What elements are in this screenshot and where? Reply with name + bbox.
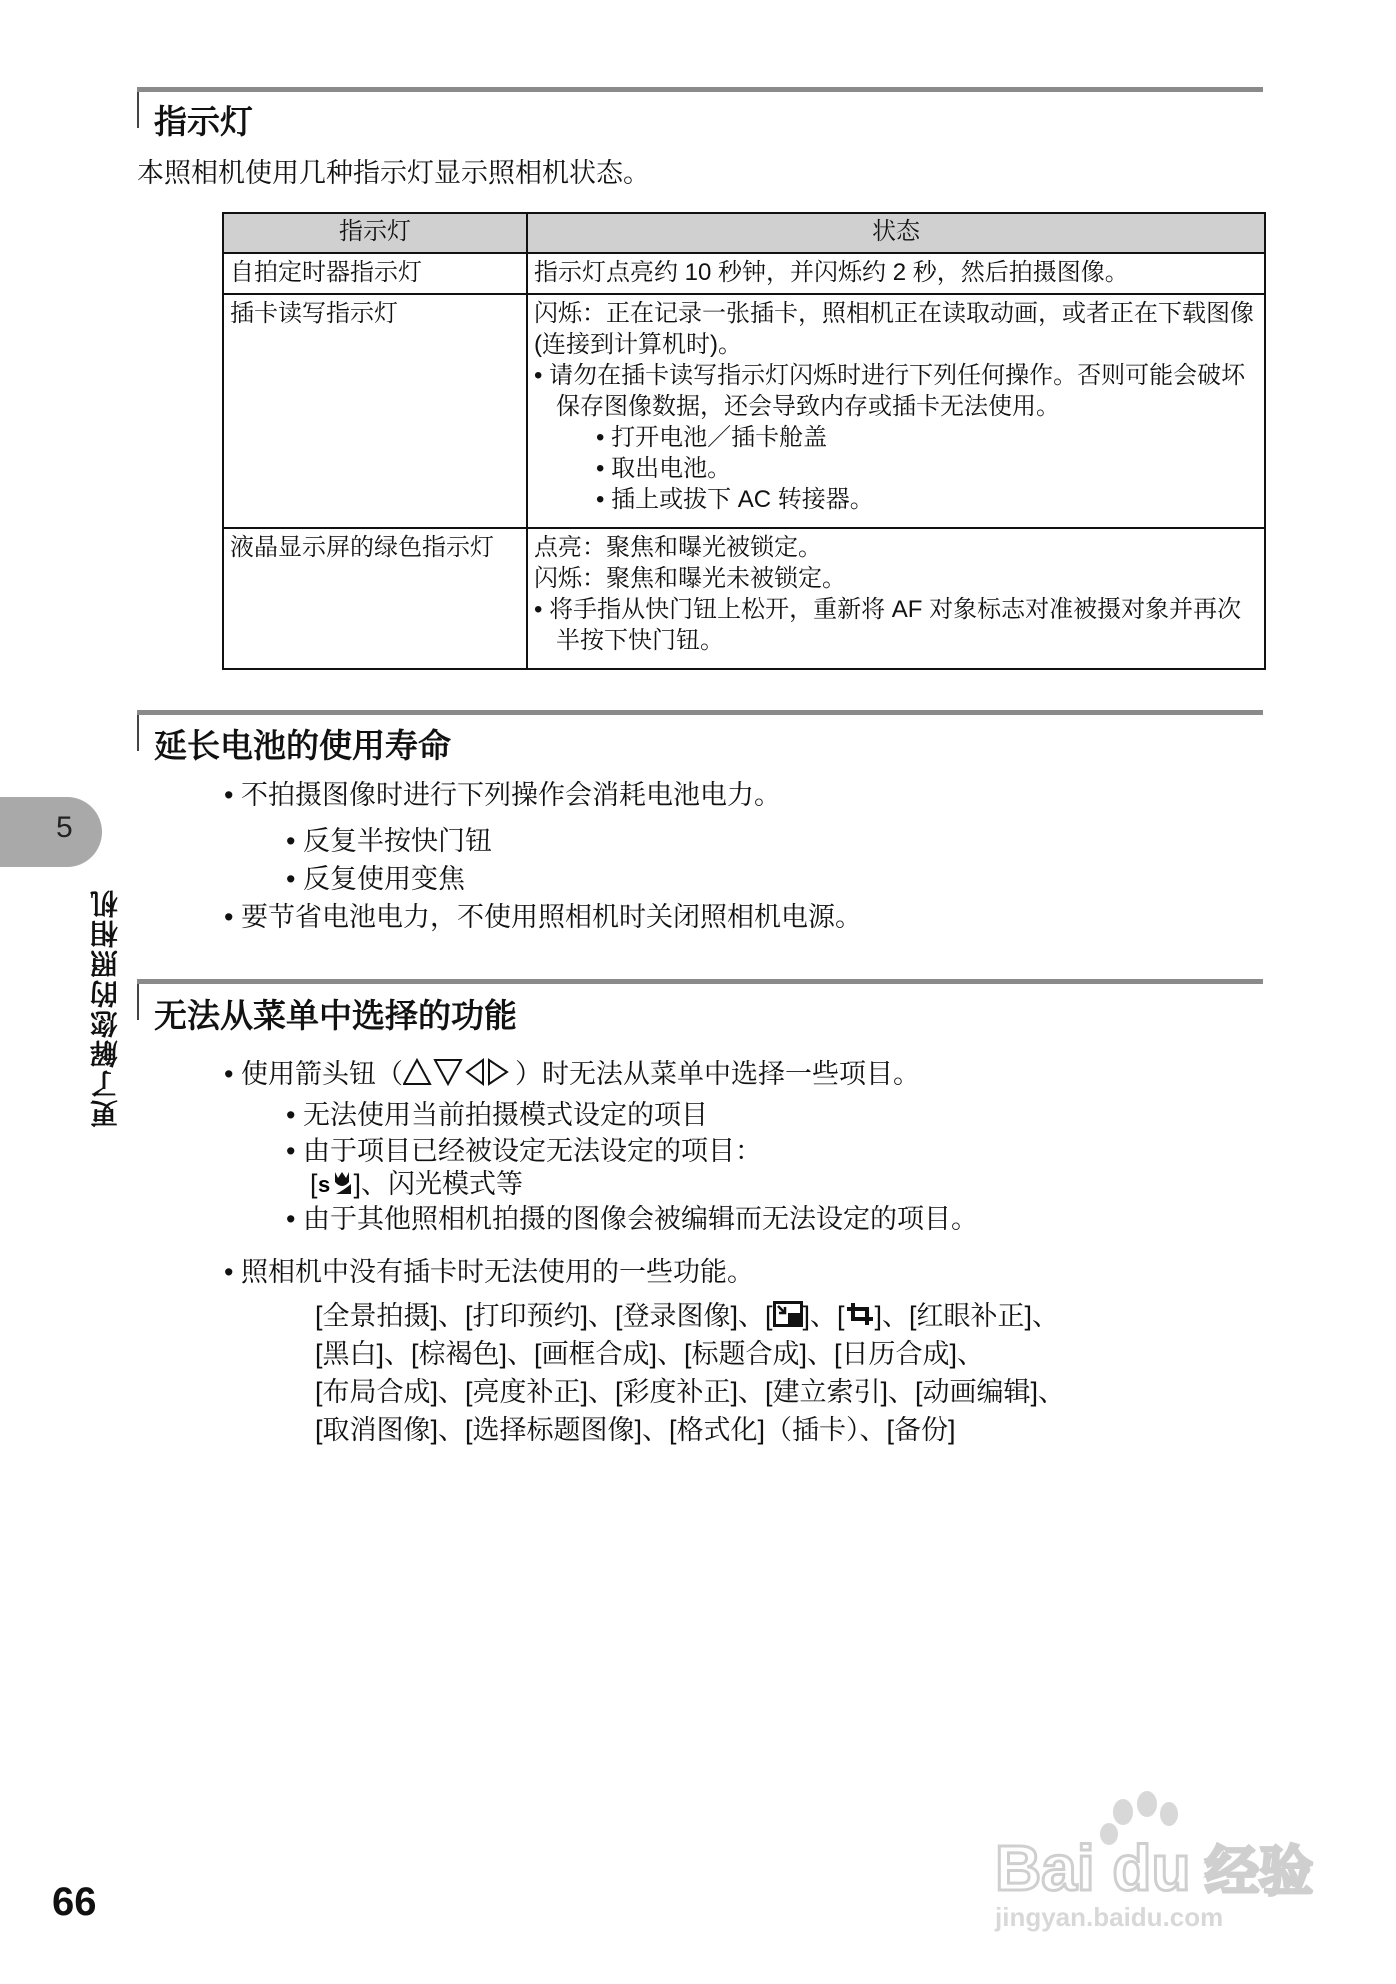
list-subitem: • 反复半按快门钮 [286,826,492,856]
svg-text:经验: 经验 [1205,1842,1313,1902]
indicator-name: 插卡读写指示灯 [223,294,527,528]
trimming-icon [845,1301,875,1334]
section-rule [137,87,1263,92]
section-rule [137,979,1263,984]
chapter-label: 更了解您的照相机 [90,888,121,1128]
section-title-indicators: 指示灯 [154,103,253,140]
item-text: [ [310,1169,318,1199]
section-title-menu-functions: 无法从菜单中选择的功能 [154,997,517,1034]
col-header-status: 状态 [527,213,1265,253]
item-text: ]、[红眼补正]、 [874,1301,1060,1331]
function-list-line: [取消图像]、[选择标题图像]、[格式化]（插卡）、[备份] [315,1415,956,1445]
item-text: ]、闪光模式等 [353,1169,524,1199]
col-header-indicator: 指示灯 [223,213,527,253]
status-subitem: • 插上或拔下 AC 转接器。 [596,486,874,513]
section-marker [137,715,139,751]
page-number: 66 [52,1880,97,1924]
table-row [223,253,1265,294]
status-note: • 将手指从快门钮上松开，重新将 AF 对象标志对准被摄对象并再次半按下快门钮。 [534,596,1242,654]
section-rule [137,710,1263,715]
section-marker [137,92,139,128]
intro-text: 本照相机使用几种指示灯显示照相机状态。 [137,158,650,188]
chapter-number: 5 [56,811,73,844]
indicator-name: 自拍定时器指示灯 [223,253,527,294]
status-subitem: • 打开电池／插卡舱盖 [596,424,828,451]
section-title-battery: 延长电池的使用寿命 [154,727,451,764]
list-item: • 照相机中没有插卡时无法使用的一些功能。 [224,1257,754,1287]
list-subitem: • 反复使用变焦 [286,864,465,894]
list-item: • 不拍摄图像时进行下列操作会消耗电池电力。 [224,780,781,810]
baidu-watermark [995,1790,1315,1945]
svg-text:Bai du: Bai du [995,1832,1191,1904]
watermark-url: jingyan.baidu.com [995,1902,1224,1932]
chapter-tab [0,797,102,867]
list-subitem: • 无法使用当前拍摄模式设定的项目 [286,1100,708,1130]
function-list-line: [黑白]、[棕褐色]、[画框合成]、[标题合成]、[日历合成]、 [315,1339,985,1369]
item-text: [全景拍摄]、[打印预约]、[登录图像]、[ [315,1301,773,1331]
item-text: • 使用箭头钮（ [224,1059,403,1089]
status-text: 闪烁：正在记录一张插卡，照相机正在读取动画，或者正在下载图像(连接到计算机时)。 [534,300,1254,358]
function-list-line [315,1294,1059,1334]
svg-text:s: s [317,1172,330,1197]
list-subitem: • 由于其他照相机拍摄的图像会被编辑而无法设定的项目。 [286,1204,978,1234]
status-text: 闪烁：聚焦和曝光未被锁定。 [534,565,846,592]
arrow-buttons-icon [403,1057,515,1094]
item-text: ]、[ [802,1301,845,1331]
status-note: • 请勿在插卡读写指示灯闪烁时进行下列任何操作。否则可能会破坏保存图像数据，还会导致内存或插卡无法使用。 [534,362,1246,420]
function-list-line: [布局合成]、[亮度补正]、[彩度补正]、[建立索引]、[动画编辑]、 [315,1377,1066,1407]
list-subitem: • 由于项目已经被设定无法设定的项目： [286,1136,762,1166]
status-text: 指示灯点亮约 10 秒钟，并闪烁约 2 秒，然后拍摄图像。 [534,259,1129,286]
table-row [223,294,1265,528]
table-row [223,528,1265,669]
item-text: ）时无法从菜单中选择一些项目。 [514,1059,920,1089]
status-subitem: • 取出电池。 [596,455,732,482]
indicator-table [222,212,1266,670]
status-text: 点亮：聚焦和曝光被锁定。 [534,534,822,561]
section-marker [137,984,139,1020]
indicator-name: 液晶显示屏的绿色指示灯 [223,528,527,669]
table-header-row [223,213,1265,253]
resize-icon [773,1301,803,1334]
list-item: • 要节省电池电力，不使用照相机时关闭照相机电源。 [224,902,862,932]
list-item [224,1052,920,1094]
